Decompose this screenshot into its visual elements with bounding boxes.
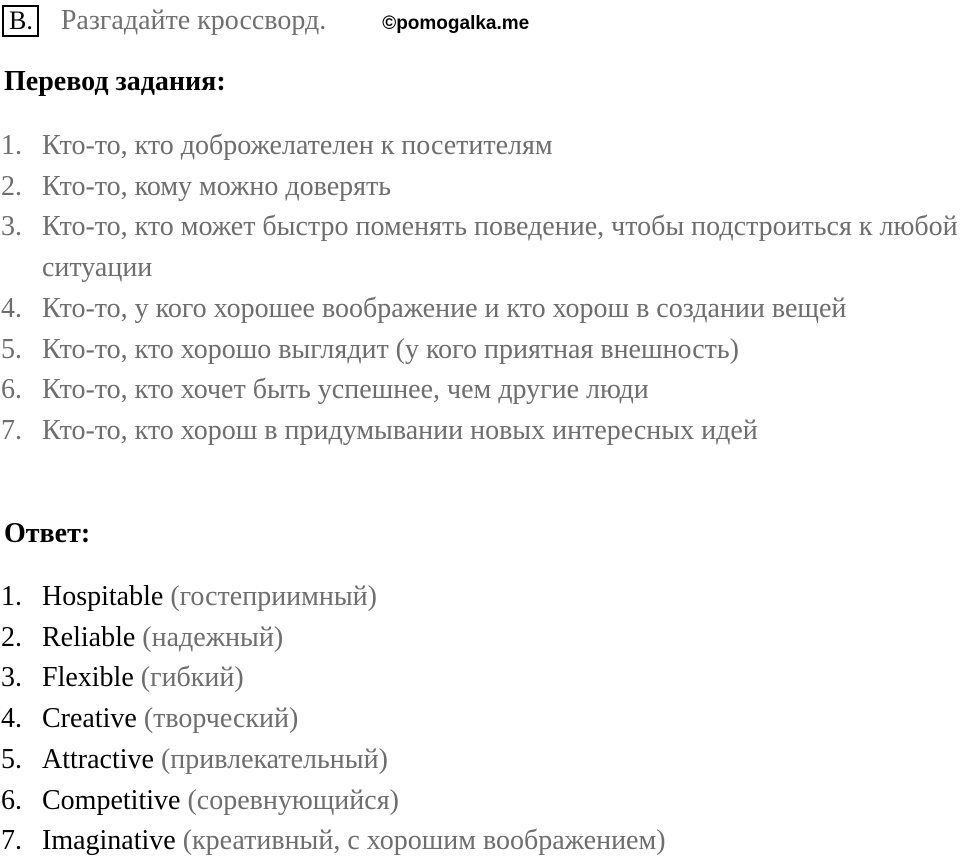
answer-word: Creative <box>42 703 137 735</box>
answer-item-4 <box>0 699 666 740</box>
answer-gloss: (надежный) <box>142 621 284 653</box>
item-number: 7. <box>1 414 22 446</box>
answer-item-3 <box>0 658 666 699</box>
item-number: 2. <box>1 621 22 653</box>
item-number: 5. <box>1 743 22 775</box>
answer-item-5 <box>0 740 666 781</box>
answer-word: Reliable <box>42 621 136 653</box>
answer-gloss: (гибкий) <box>140 662 244 694</box>
answer-item-6 <box>0 781 666 822</box>
item-text: Кто-то, кто хочет быть успешнее, чем другие люди <box>42 374 649 406</box>
answer-list <box>0 577 666 862</box>
answer-item-7 <box>0 821 666 862</box>
translation-item-5 <box>0 330 960 371</box>
translation-item-1 <box>0 126 960 167</box>
translation-item-6 <box>0 370 960 411</box>
item-number: 4. <box>1 703 22 735</box>
answer-word: Imaginative <box>42 825 176 857</box>
watermark: ©pomogalka.me <box>382 13 530 34</box>
answer-word: Flexible <box>42 662 134 694</box>
item-number: 1. <box>1 130 22 161</box>
item-text: Кто-то, кто хорош в придумывании новых интересных идей <box>42 414 758 446</box>
task-header <box>2 4 529 38</box>
item-text: Кто-то, кто хорошо выглядит (у кого приятная внешность) <box>42 333 739 365</box>
answer-item-1 <box>0 577 666 618</box>
item-number: 4. <box>1 292 22 324</box>
answer-word: Competitive <box>42 784 181 816</box>
item-text: Кто-то, кому можно доверять <box>42 170 392 202</box>
item-text: Кто-то, у кого хорошее воображение и кто хорош в создании вещей <box>42 292 847 324</box>
task-instruction: Разгадайте кроссворд. <box>60 5 327 36</box>
item-number: 3. <box>1 662 22 694</box>
answer-item-2 <box>0 618 666 659</box>
item-number: 6. <box>1 784 22 816</box>
translation-item-4 <box>0 289 960 330</box>
translation-list <box>0 126 960 452</box>
item-text: Кто-то, кто может быстро поменять поведение, чтобы подстроиться к любой ситуации <box>42 211 958 284</box>
translation-item-7 <box>0 411 960 452</box>
answer-title: Ответ: <box>4 518 91 549</box>
item-number: 2. <box>1 170 22 202</box>
answer-gloss: (творческий) <box>143 703 299 735</box>
answer-word: Attractive <box>42 743 154 775</box>
answer-gloss: (соревнующийся) <box>187 784 399 816</box>
answer-gloss: (гостеприимный) <box>170 581 377 612</box>
translation-item-3 <box>0 207 960 288</box>
item-number: 7. <box>1 825 22 857</box>
translation-item-2 <box>0 167 960 208</box>
translation-title: Перевод задания: <box>4 66 226 97</box>
answer-word: Hospitable <box>42 581 164 612</box>
item-number: 1. <box>1 581 22 612</box>
item-number: 5. <box>1 333 22 365</box>
item-number: 6. <box>1 374 22 406</box>
answer-gloss: (привлекательный) <box>160 743 388 775</box>
item-number: 3. <box>1 211 22 243</box>
item-text: Кто-то, кто доброжелателен к посетителям <box>42 130 553 161</box>
answer-gloss: (креативный, с хорошим воображением) <box>182 825 666 857</box>
task-letter-box: B. <box>2 5 39 37</box>
